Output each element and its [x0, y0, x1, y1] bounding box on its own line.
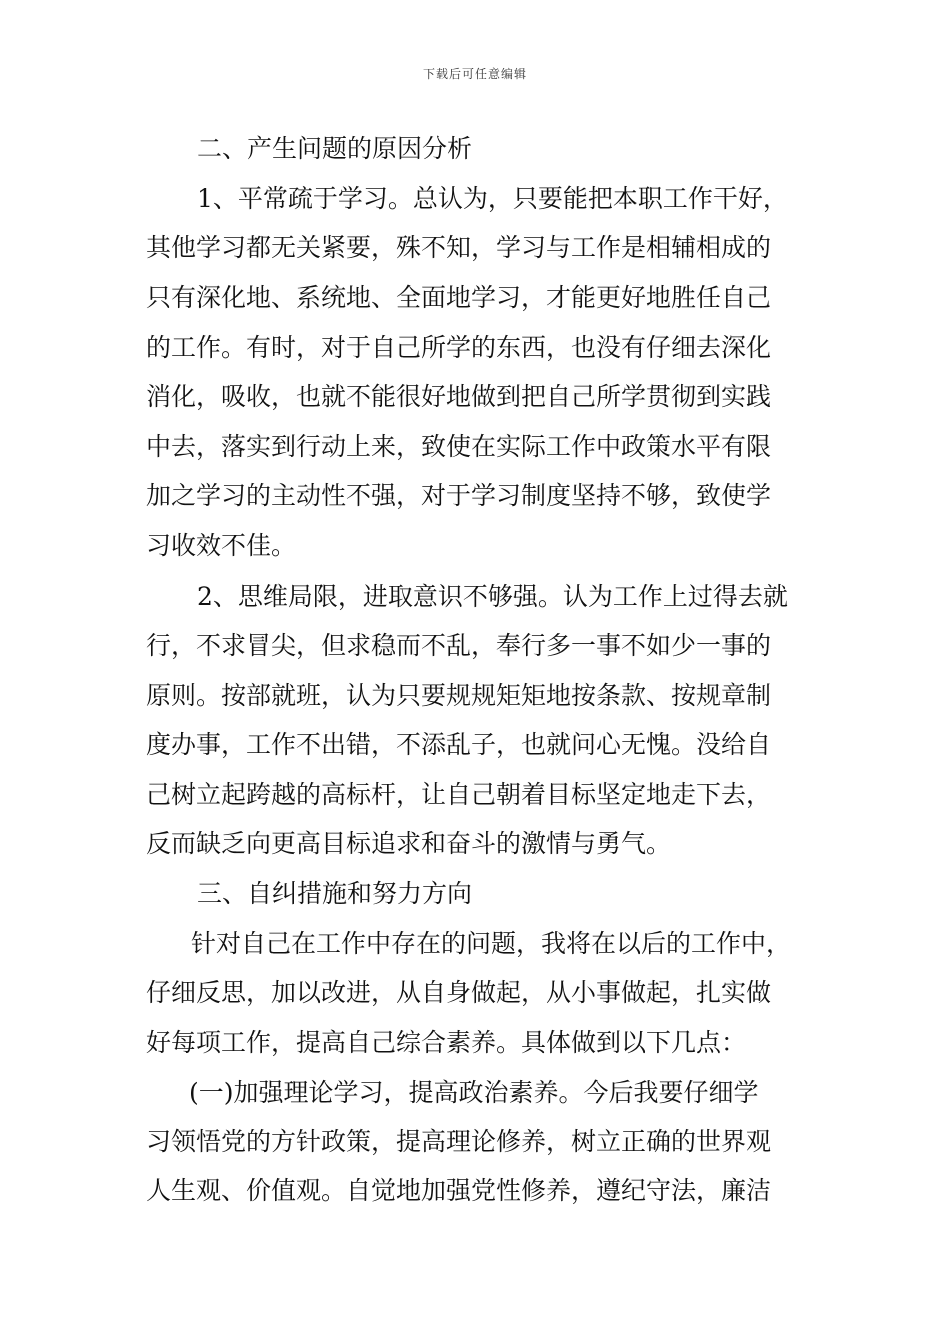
- paragraph-line: 2、思维局限，进取意识不够强。认为工作上过得去就: [197, 582, 788, 611]
- paragraph-line: 消化，吸收，也就不能很好地做到把自己所学贯彻到实践: [146, 382, 772, 411]
- paragraph-line: 其他学习都无关紧要，殊不知，学习与工作是相辅相成的: [146, 233, 772, 262]
- paragraph-line: 仔细反思，加以改进，从自身做起，从小事做起，扎实做: [146, 978, 772, 1007]
- paragraph-line: 的工作。有时，对于自己所学的东西，也没有仔细去深化: [146, 333, 772, 362]
- paragraph-line: 针对自己在工作中存在的问题，我将在以后的工作中，: [191, 929, 792, 958]
- section-heading-measures: 三、自纠措施和努力方向: [197, 879, 473, 908]
- paragraph-line: 加之学习的主动性不强，对于学习制度坚持不够，致使学: [146, 481, 772, 510]
- paragraph-line: 反而缺乏向更高目标追求和奋斗的激情与勇气。: [146, 829, 672, 858]
- paragraph-line: (一)加强理论学习，提高政治素养。今后我要仔细学: [189, 1078, 759, 1107]
- paragraph-line: 习领悟党的方针政策，提高理论修养，树立正确的世界观: [146, 1127, 772, 1156]
- paragraph-line: 好每项工作，提高自己综合素养。具体做到以下几点：: [146, 1028, 747, 1057]
- paragraph-line: 1、平常疏于学习。总认为，只要能把本职工作干好，: [197, 184, 788, 213]
- paragraph-line: 习收效不佳。: [146, 531, 297, 560]
- page-header-note: 下载后可任意编辑: [422, 67, 527, 81]
- section-heading-causes: 二、产生问题的原因分析: [197, 134, 473, 163]
- paragraph-line: 人生观、价值观。自觉地加强党性修养，遵纪守法，廉洁: [146, 1176, 772, 1205]
- paragraph-line: 中去，落实到行动上来，致使在实际工作中政策水平有限: [146, 432, 772, 461]
- paragraph-line: 原则。按部就班，认为只要规规矩矩地按条款、按规章制: [146, 681, 772, 710]
- paragraph-line: 行，不求冒尖，但求稳而不乱，奉行多一事不如少一事的: [146, 631, 772, 660]
- paragraph-line: 只有深化地、系统地、全面地学习，才能更好地胜任自己: [146, 283, 772, 312]
- paragraph-line: 度办事，工作不出错，不添乱子，也就问心无愧。没给自: [146, 730, 772, 759]
- paragraph-line: 己树立起跨越的高标杆，让自己朝着目标坚定地走下去，: [146, 780, 772, 809]
